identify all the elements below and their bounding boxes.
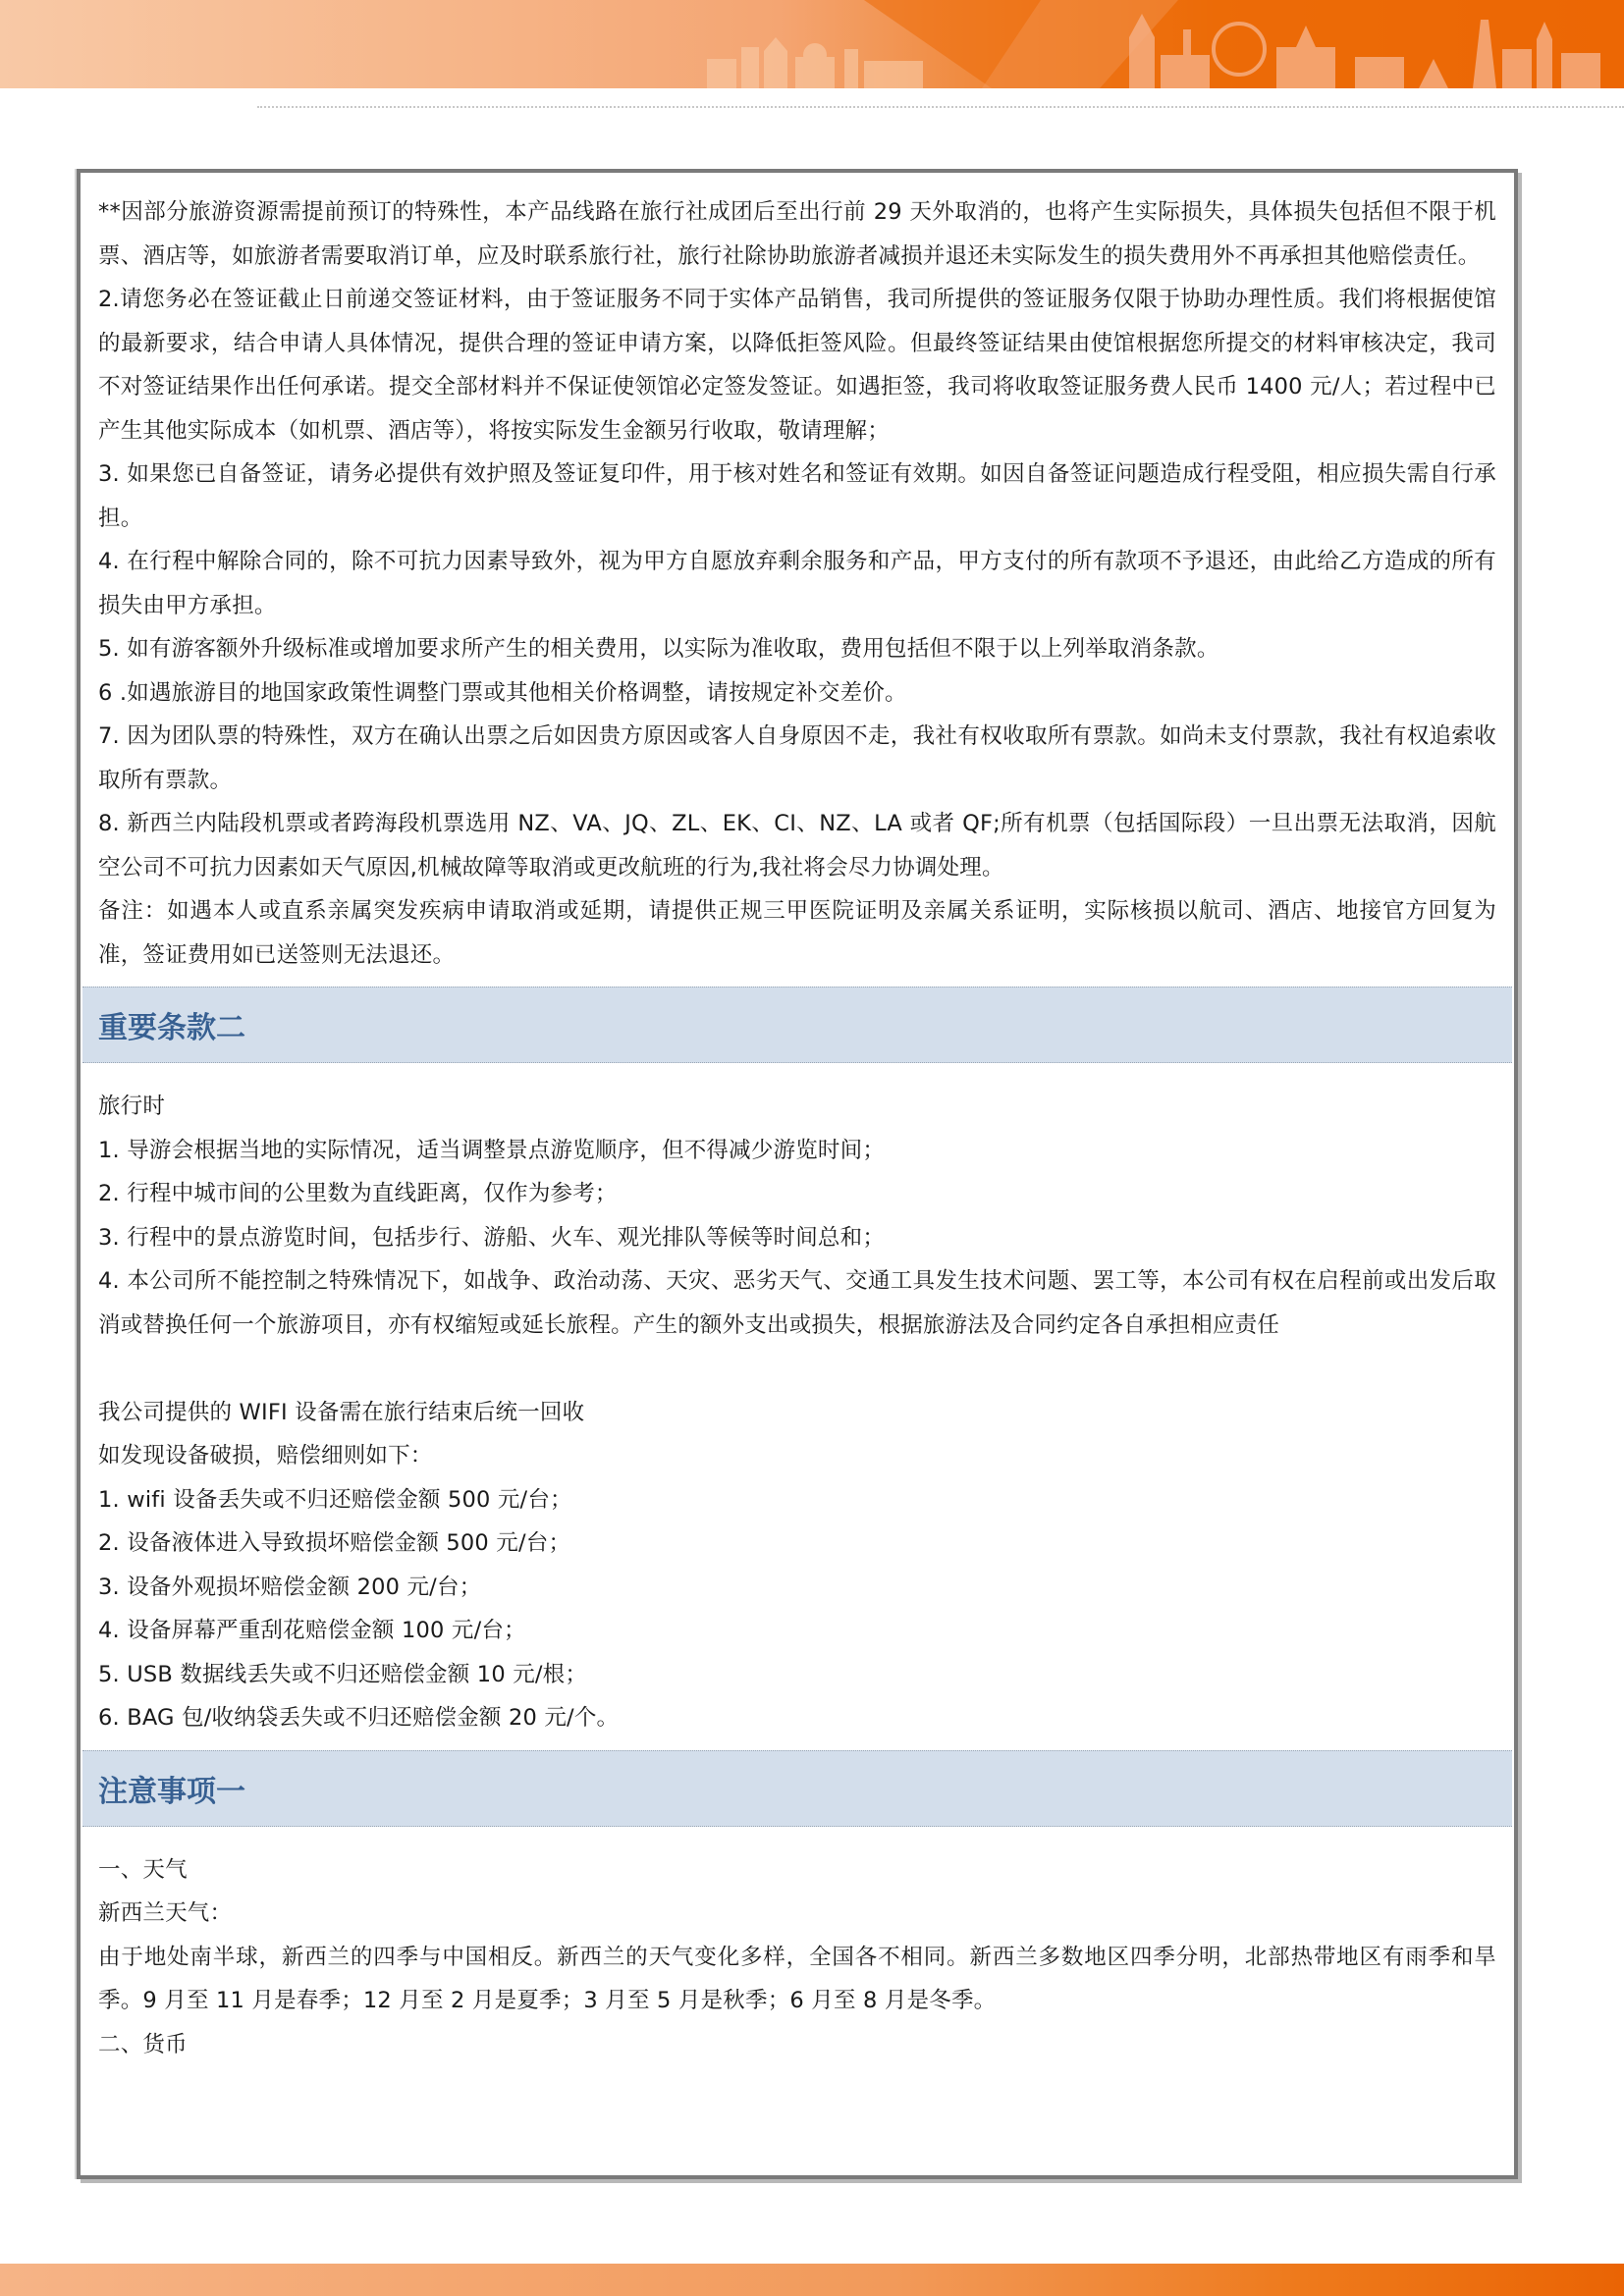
paragraph: 由于地处南半球，新西兰的四季与中国相反。新西兰的天气变化多样，全国各不相同。新西兰多数地区四季分明，北部热带地区有雨季和旱季。9 月至 11 月是春季；12 月至 2 月是夏季；3 月至 5 月是秋季；6 月至 8 月是冬季。	[98, 1944, 1496, 2013]
section-header-notes-1: 注意事项一	[82, 1750, 1512, 1827]
paragraph: 我公司提供的 WIFI 设备需在旅行结束后统一回收	[98, 1399, 585, 1425]
list-item: 6. BAG 包/收纳袋丢失或不归还赔偿金额 20 元/个。	[98, 1705, 620, 1731]
top-banner	[0, 0, 1624, 88]
paragraph: 4. 在行程中解除合同的，除不可抗力因素导致外，视为甲方自愿放弃剩余服务和产品，甲方支付的所有款项不予退还，由此给乙方造成的所有损失由甲方承担。	[98, 549, 1496, 618]
paragraph: 2. 行程中城市间的公里数为直线距离，仅作为参考；	[98, 1181, 618, 1206]
paragraph: 3. 行程中的景点游览时间，包括步行、游船、火车、观光排队等候等时间总和；	[98, 1224, 886, 1251]
paragraph: 5. 如有游客额外升级标准或增加要求所产生的相关费用，以实际为准收取，费用包括但不限于以上列举取消条款。	[98, 636, 1219, 662]
list-item: 1. wifi 设备丢失或不归还赔偿金额 500 元/台；	[98, 1486, 572, 1513]
paragraph: 备注：如遇本人或直系亲属突发疾病申请取消或延期，请提供正规三甲医院证明及亲属关系证明，实际核损以航司、酒店、地接官方回复为准，签证费用如已送签则无法退还。	[98, 898, 1496, 968]
paragraph: 一、天气	[98, 1856, 188, 1883]
section-header-important-terms-2: 重要条款二	[82, 987, 1512, 1063]
list-item: 5. USB 数据线丢失或不归还赔偿金额 10 元/根；	[98, 1661, 588, 1687]
header-divider	[257, 106, 1624, 108]
paragraph: 3. 如果您已自备签证，请务必提供有效护照及签证复印件，用于核对姓名和签证有效期。如因自备签证问题造成行程受阻，相应损失需自行承担。	[98, 461, 1496, 531]
list-item: 3. 设备外观损坏赔偿金额 200 元/台；	[98, 1574, 482, 1600]
paragraph: 如发现设备破损，赔偿细则如下：	[98, 1443, 433, 1468]
skyline-illustration	[0, 0, 1624, 88]
important-terms-2	[82, 1085, 1512, 1740]
notes-1	[82, 1848, 1512, 2067]
paragraph: 8. 新西兰内陆段机票或者跨海段机票选用 NZ、VA、JQ、ZL、EK、CI、NZ、LA 或者 QF;所有机票（包括国际段）一旦出票无法取消，因航空公司不可抗力因素如天气原因,机械故障等取消或更改航班的行为,我社将会尽力协调处理。	[98, 811, 1496, 881]
list-item: 4. 设备屏幕严重刮花赔偿金额 100 元/台；	[98, 1618, 526, 1643]
paragraph: 6 .如遇旅游目的地国家政策性调整门票或其他相关价格调整，请按规定补交差价。	[98, 679, 907, 706]
paragraph: 7. 因为团队票的特殊性，双方在确认出票之后如因贵方原因或客人自身原因不走，我社有权收取所有票款。如尚未支付票款，我社有权追索收取所有票款。	[98, 723, 1496, 793]
paragraph: **因部分旅游资源需提前预订的特殊性，本产品线路在旅行社成团后至出行前 29 天外取消的，也将产生实际损失，具体损失包括但不限于机票、酒店等，如旅游者需要取消订单，应及时联系旅行社，旅行社除协助旅游者减损并退还未实际发生的损失费用外不再承担其他赔偿责任。	[98, 199, 1496, 269]
list-item: 2. 设备液体进入导致损坏赔偿金额 500 元/台；	[98, 1530, 571, 1556]
document-body	[82, 190, 1512, 2066]
paragraph: 2.请您务必在签证截止日前递交签证材料，由于签证服务不同于实体产品销售，我司所提供的签证服务仅限于协助办理性质。我们将根据使馆的最新要求，结合申请人具体情况，提供合理的签证申请方案，以降低拒签风险。但最终签证结果由使馆根据您所提交的材料审核决定，我司不对签证结果作出任何承诺。提交全部材料并不保证使领馆必定签发签证。如遇拒签，我司将收取签证服务费人民币 1400 元/人；若过程中已产生其他实际成本（如机票、酒店等），将按实际发生金额另行收取，敬请理解；	[98, 287, 1496, 444]
paragraph: 新西兰天气：	[98, 1900, 233, 1926]
bottom-banner	[0, 2264, 1624, 2296]
paragraph: 旅行时	[98, 1094, 166, 1119]
paragraph: 4. 本公司所不能控制之特殊情况下，如战争、政治动荡、天灾、恶劣天气、交通工具发生技术问题、罢工等，本公司有权在启程前或出发后取消或替换任何一个旅游项目，亦有权缩短或延长旅程。产生的额外支出或损失，根据旅游法及合同约定各自承担相应责任	[98, 1268, 1496, 1338]
paragraph: 1. 导游会根据当地的实际情况，适当调整景点游览顺序，但不得减少游览时间；	[98, 1137, 886, 1163]
paragraph: 二、货币	[98, 2031, 188, 2057]
cancellation-terms	[82, 190, 1512, 977]
